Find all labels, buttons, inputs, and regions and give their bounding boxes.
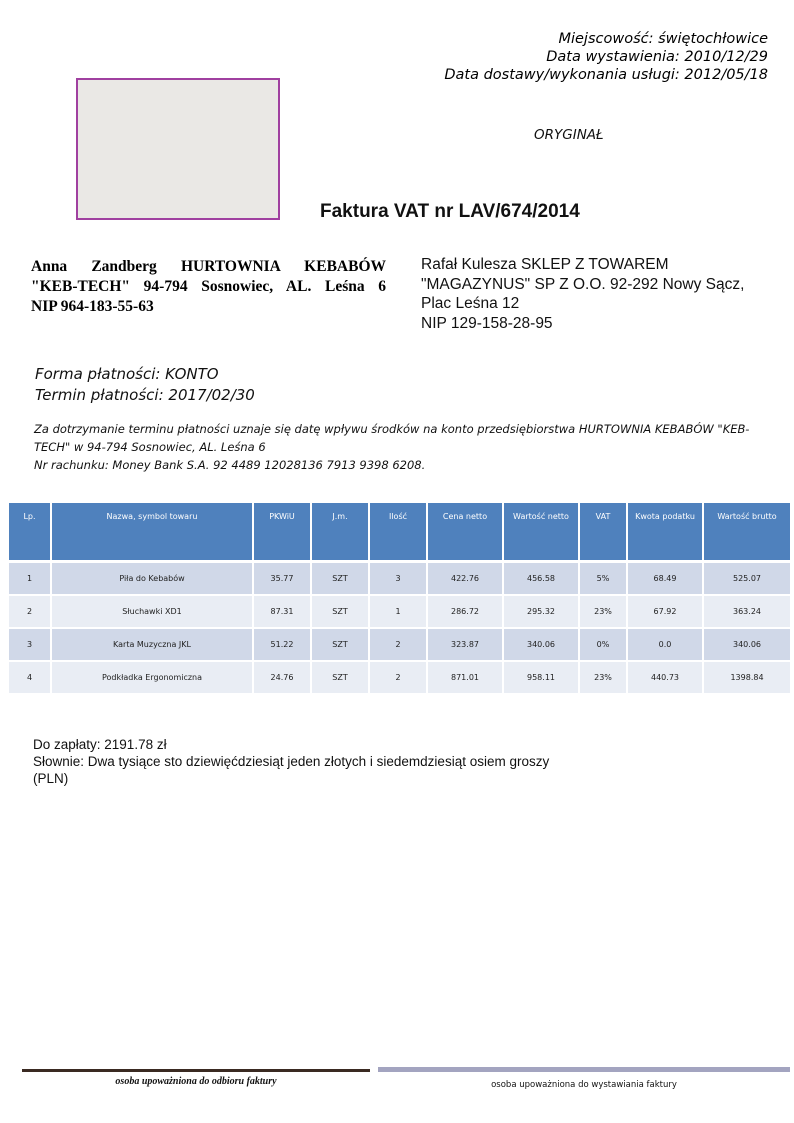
cell-net-price: 422.76 bbox=[427, 562, 503, 596]
col-header-lp: Lp. bbox=[9, 503, 51, 562]
issuer-signature-line bbox=[378, 1067, 790, 1072]
col-header-unit: J.m. bbox=[311, 503, 369, 562]
cell-name: Karta Muzyczna JKL bbox=[51, 628, 253, 661]
currency-label: (PLN) bbox=[33, 771, 69, 786]
cell-lp: 2 bbox=[9, 595, 51, 628]
payment-due-date: Termin płatności: 2017/02/30 bbox=[35, 386, 255, 404]
buyer-address: Plac Leśna 12 bbox=[421, 295, 520, 312]
cell-gross-value: 1398.84 bbox=[703, 661, 791, 694]
logo-placeholder bbox=[76, 78, 280, 220]
seller-block bbox=[31, 257, 386, 317]
receiver-signature-line bbox=[22, 1069, 370, 1072]
cell-net-price: 871.01 bbox=[427, 661, 503, 694]
total-amount: Do zapłaty: 2191.78 zł bbox=[33, 737, 167, 752]
payment-note bbox=[34, 420, 769, 474]
cell-gross-value: 525.07 bbox=[703, 562, 791, 596]
seller-address: "KEB-TECH" 94-794 Sosnowiec, AL. Leśna 6 bbox=[31, 278, 386, 295]
table-row bbox=[9, 661, 791, 694]
cell-net-value: 958.11 bbox=[503, 661, 579, 694]
payment-note-text: Za dotrzymanie terminu płatności uznaje się datę wpływu środków na konto przedsiębiorstwa HURTOWNIA KEBABÓW "KEB-TECH" w 94-794 Sosnowiec, AL. Leśna 6 bbox=[34, 422, 750, 454]
cell-pkwiu: 51.22 bbox=[253, 628, 311, 661]
cell-net-value: 456.58 bbox=[503, 562, 579, 596]
items-table bbox=[9, 503, 792, 695]
amount-in-words: Słownie: Dwa tysiące sto dziewięćdziesiąt jeden złotych i siedemdziesiąt osiem groszy bbox=[33, 754, 550, 769]
buyer-company: "MAGAZYNUS" SP Z O.O. 92-292 Nowy Sącz, bbox=[421, 275, 745, 293]
place-line: Miejscowość: świętochłowice bbox=[558, 31, 768, 47]
cell-gross-value: 363.24 bbox=[703, 595, 791, 628]
cell-tax-amount: 440.73 bbox=[627, 661, 703, 694]
cell-name: Podkładka Ergonomiczna bbox=[51, 661, 253, 694]
issuer-signature-label: osoba upoważniona do wystawiania faktury bbox=[491, 1080, 677, 1090]
table-row bbox=[9, 562, 791, 596]
cell-unit: SZT bbox=[311, 562, 369, 596]
cell-name: Piła do Kebabów bbox=[51, 562, 253, 596]
col-header-name: Nazwa, symbol towaru bbox=[51, 503, 253, 562]
payment-summary bbox=[33, 736, 593, 787]
col-header-net-value: Wartość netto bbox=[503, 503, 579, 562]
cell-tax-amount: 67.92 bbox=[627, 595, 703, 628]
cell-lp: 3 bbox=[9, 628, 51, 661]
col-header-tax-amount: Kwota podatku bbox=[627, 503, 703, 562]
cell-vat: 5% bbox=[579, 562, 627, 596]
col-header-gross-value: Wartość brutto bbox=[703, 503, 791, 562]
receiver-signature-label: osoba upoważniona do odbioru faktury bbox=[115, 1076, 277, 1087]
buyer-name: Rafał Kulesza SKLEP Z TOWAREM bbox=[421, 256, 669, 273]
cell-net-value: 340.06 bbox=[503, 628, 579, 661]
cell-tax-amount: 0.0 bbox=[627, 628, 703, 661]
cell-name: Słuchawki XD1 bbox=[51, 595, 253, 628]
col-header-pkwiu: PKWiU bbox=[253, 503, 311, 562]
cell-lp: 1 bbox=[9, 562, 51, 596]
bank-account: Nr rachunku: Money Bank S.A. 92 4489 12028136 7913 9398 6208. bbox=[34, 458, 426, 472]
cell-net-value: 295.32 bbox=[503, 595, 579, 628]
seller-nip: NIP 964-183-55-63 bbox=[31, 298, 154, 315]
buyer-nip: NIP 129-158-28-95 bbox=[421, 314, 553, 332]
cell-tax-amount: 68.49 bbox=[627, 562, 703, 596]
original-label: ORYGINAŁ bbox=[534, 127, 604, 143]
cell-vat: 0% bbox=[579, 628, 627, 661]
cell-unit: SZT bbox=[311, 595, 369, 628]
issue-date-line: Data wystawienia: 2010/12/29 bbox=[546, 49, 768, 65]
cell-qty: 2 bbox=[369, 661, 427, 694]
table-header-row bbox=[9, 503, 791, 562]
invoice-title: Faktura VAT nr LAV/674/2014 bbox=[320, 201, 580, 222]
seller-name: Anna Zandberg HURTOWNIA KEBABÓW bbox=[31, 258, 386, 275]
col-header-vat: VAT bbox=[579, 503, 627, 562]
cell-unit: SZT bbox=[311, 661, 369, 694]
cell-vat: 23% bbox=[579, 595, 627, 628]
cell-vat: 23% bbox=[579, 661, 627, 694]
cell-net-price: 323.87 bbox=[427, 628, 503, 661]
payment-info bbox=[35, 364, 255, 406]
cell-qty: 1 bbox=[369, 595, 427, 628]
cell-net-price: 286.72 bbox=[427, 595, 503, 628]
col-header-net-price: Cena netto bbox=[427, 503, 503, 562]
cell-gross-value: 340.06 bbox=[703, 628, 791, 661]
cell-qty: 2 bbox=[369, 628, 427, 661]
table-row bbox=[9, 595, 791, 628]
buyer-block bbox=[421, 255, 776, 333]
cell-pkwiu: 87.31 bbox=[253, 595, 311, 628]
delivery-date-line: Data dostawy/wykonania usługi: 2012/05/18 bbox=[444, 67, 768, 83]
cell-pkwiu: 35.77 bbox=[253, 562, 311, 596]
invoice-header-info bbox=[444, 30, 768, 84]
cell-qty: 3 bbox=[369, 562, 427, 596]
cell-unit: SZT bbox=[311, 628, 369, 661]
table-row bbox=[9, 628, 791, 661]
payment-method: Forma płatności: KONTO bbox=[35, 365, 219, 383]
cell-lp: 4 bbox=[9, 661, 51, 694]
cell-pkwiu: 24.76 bbox=[253, 661, 311, 694]
col-header-qty: Ilość bbox=[369, 503, 427, 562]
